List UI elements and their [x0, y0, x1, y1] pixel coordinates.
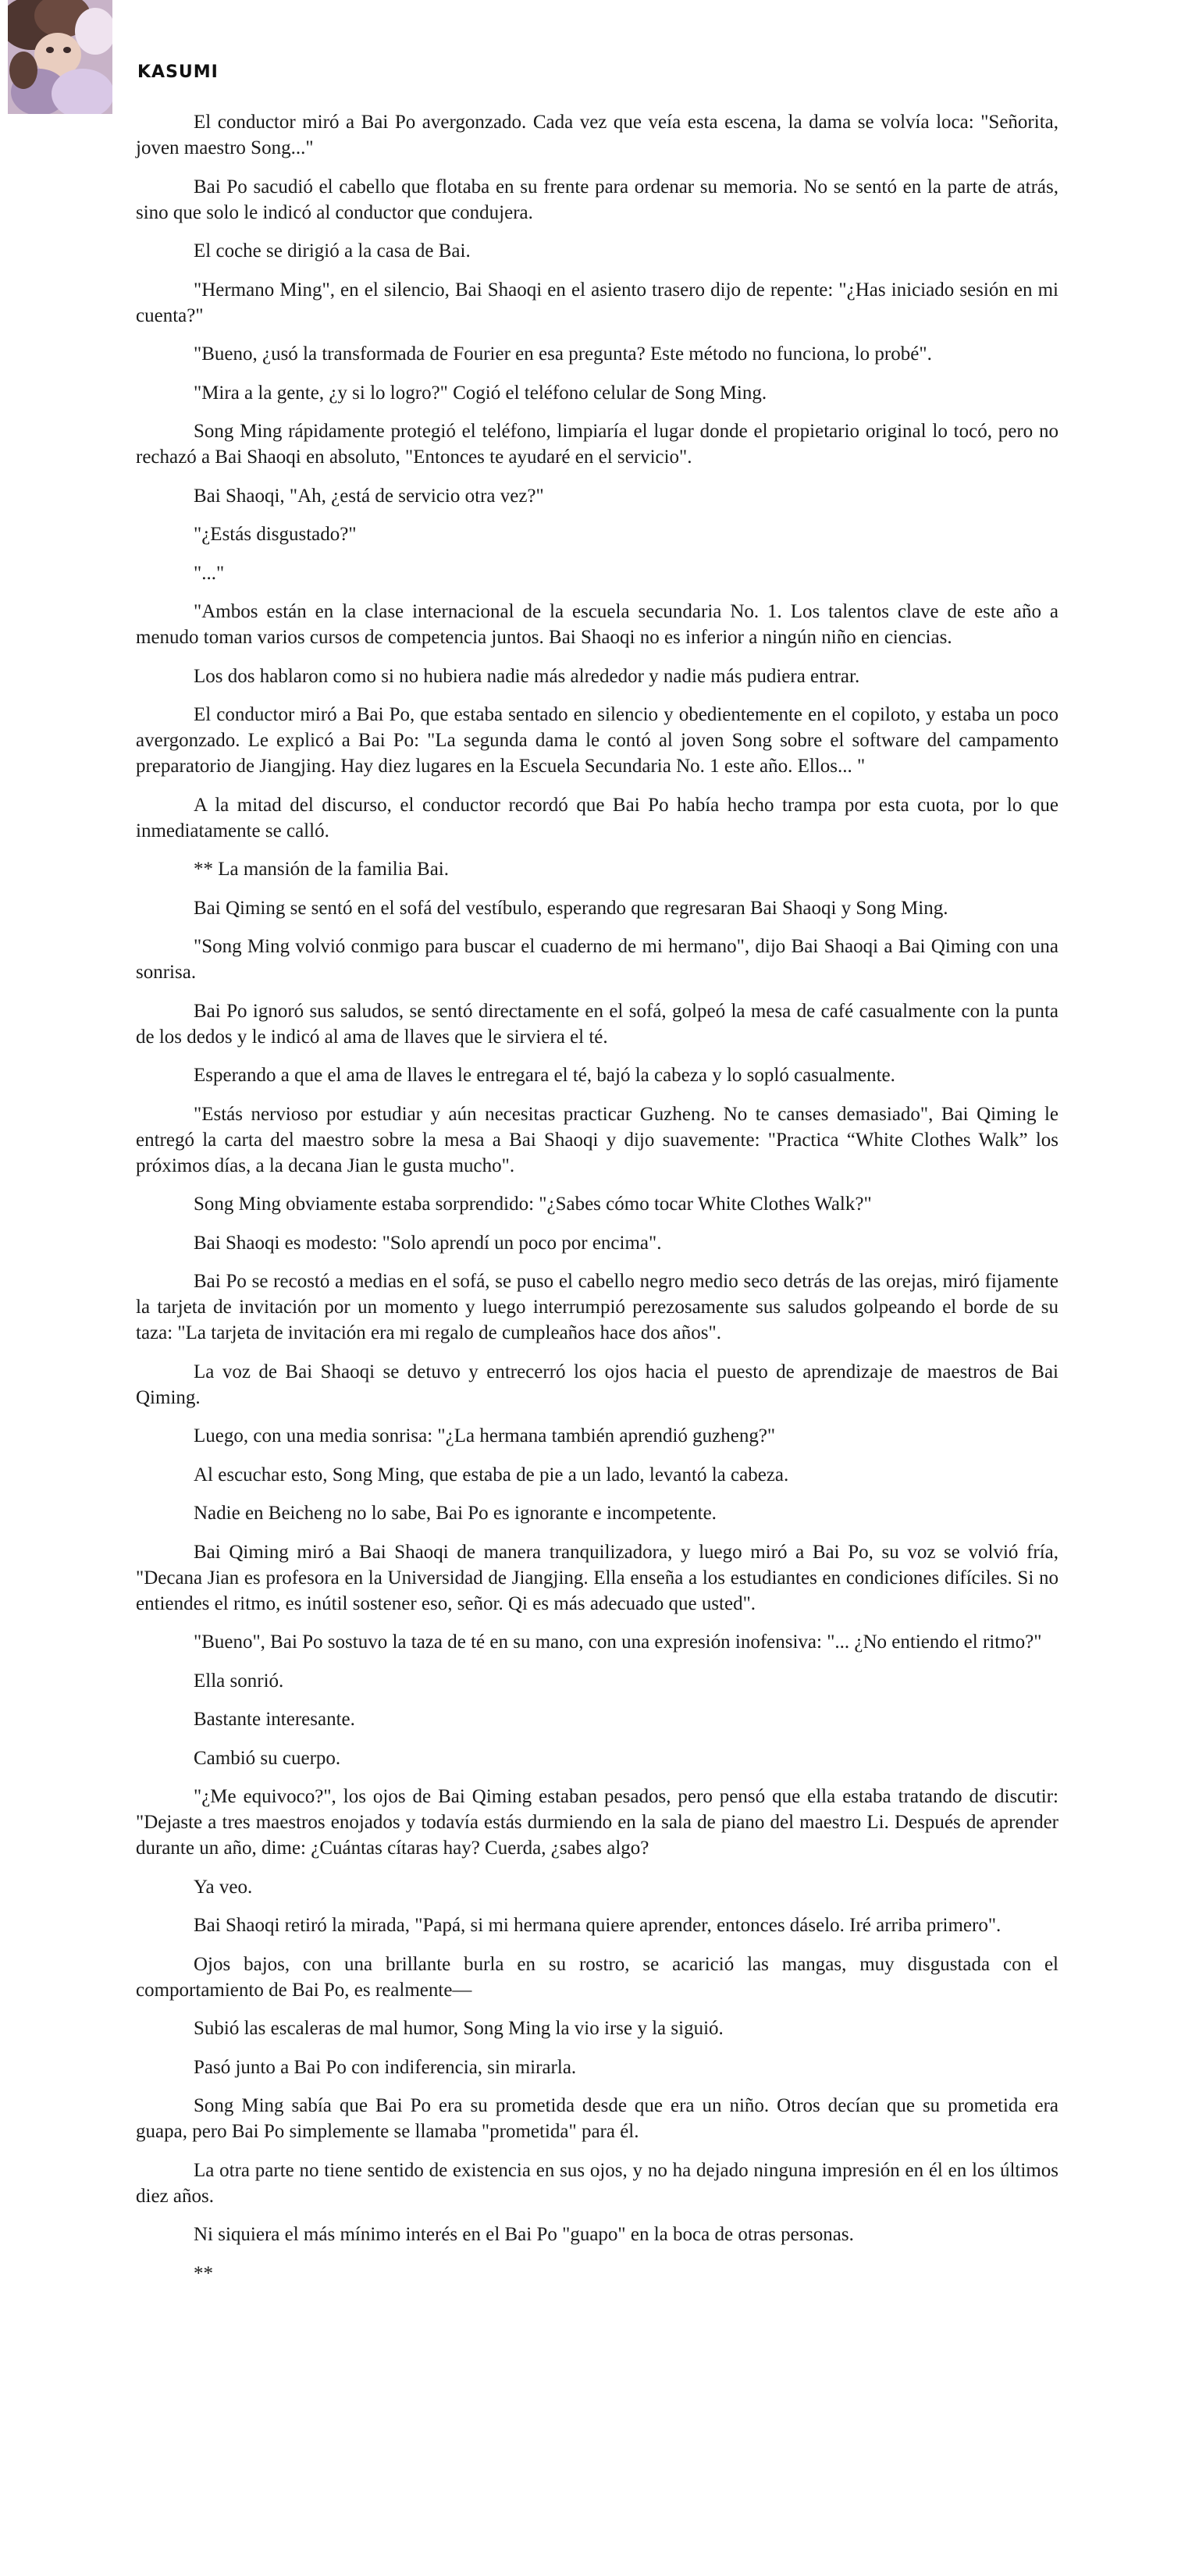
paragraph: "Song Ming volvió conmigo para buscar el cuaderno de mi hermano", dijo Bai Shaoqi a Bai Qiming con una sonrisa.: [136, 936, 1058, 983]
paragraph: Ni siquiera el más mínimo interés en el Bai Po "guapo" en la boca de otras personas.: [194, 2224, 854, 2245]
paragraph: "Bueno, ¿usó la transformada de Fourier en esa pregunta? Este método no funciona, lo probé".: [194, 343, 932, 365]
paragraph: El conductor miró a Bai Po, que estaba sentado en silencio y obedientemente en el copiloto, y estaba un poco avergonzado. Le explicó a Bai Po: "La segunda dama le contó al joven Song sobre el software del campamento preparatorio de Jiangjing. Hay diez lugares en la Escuela Secundaria No. 1 este año. Ellos... ": [136, 704, 1058, 777]
paragraph: Nadie en Beicheng no lo sabe, Bai Po es ignorante e incompetente.: [194, 1503, 717, 1524]
paragraph: Song Ming obviamente estaba sorprendido: "¿Sabes cómo tocar White Clothes Walk?": [194, 1194, 872, 1215]
paragraph: Luego, con una media sonrisa: "¿La hermana también aprendió guzheng?": [194, 1425, 776, 1446]
chapter-text: [136, 109, 1058, 2299]
paragraph: Bai Shaoqi es modesto: "Solo aprendí un poco por encima".: [194, 1232, 662, 1254]
paragraph: Song Ming rápidamente protegió el teléfono, limpiaría el lugar donde el propietario original lo tocó, pero no rechazó a Bai Shaoqi en absoluto, "Entonces te ayudaré en el servicio".: [136, 421, 1058, 468]
paragraph: "¿Me equivoco?", los ojos de Bai Qiming estaban pesados, pero pensó que ella estaba tratando de discutir: "Dejaste a tres maestros enojados y todavía estás durmiendo en la sala de piano del maestro Li. Después de aprender durante un año, dime: ¿Cuántas cítaras hay? Cuerda, ¿sabes algo?: [136, 1786, 1058, 1859]
paragraph: El coche se dirigió a la casa de Bai.: [194, 240, 471, 262]
paragraph: "¿Estás disgustado?": [194, 524, 357, 545]
paragraph: La otra parte no tiene sentido de existencia en sus ojos, y no ha dejado ninguna impresión en él en los últimos diez años.: [136, 2159, 1058, 2207]
paragraph: Los dos hablaron como si no hubiera nadie más alrededor y nadie más pudiera entrar.: [194, 665, 860, 687]
paragraph: "Hermano Ming", en el silencio, Bai Shaoqi en el asiento trasero dijo de repente: "¿Has iniciado sesión en mi cuenta?": [136, 279, 1058, 326]
paragraph: Bai Po ignoró sus saludos, se sentó directamente en el sofá, golpeó la mesa de café casualmente con la punta de los dedos y le indicó al ama de llaves que le sirviera el té.: [136, 1000, 1058, 1048]
paragraph: Subió las escaleras de mal humor, Song Ming la vio irse y la siguió.: [194, 2018, 724, 2039]
paragraph: Cambió su cuerpo.: [194, 1747, 341, 1769]
paragraph: ** La mansión de la familia Bai.: [194, 859, 449, 880]
paragraph: Bai Qiming se sentó en el sofá del vestíbulo, esperando que regresaran Bai Shaoqi y Song Ming.: [194, 897, 948, 919]
paragraph: Song Ming sabía que Bai Po era su prometida desde que era un niño. Otros decían que su prometida era guapa, pero Bai Po simplemente se llamaba "prometida" para él.: [136, 2095, 1058, 2142]
paragraph: Bai Po sacudió el cabello que flotaba en su frente para ordenar su memoria. No se sentó en la parte de atrás, sino que solo le indicó al conductor que condujera.: [136, 176, 1058, 223]
paragraph: "Ambos están en la clase internacional de la escuela secundaria No. 1. Los talentos clave de este año a menudo toman varios cursos de competencia juntos. Bai Shaoqi no es inferior a ningún niño en ciencias.: [136, 601, 1058, 648]
paragraph: Ojos bajos, con una brillante burla en su rostro, se acarició las mangas, muy disgustada con el comportamiento de Bai Po, es realmente—: [136, 1953, 1058, 2001]
paragraph: La voz de Bai Shaoqi se detuvo y entrecerró los ojos hacia el puesto de aprendizaje de maestros de Bai Qiming.: [136, 1361, 1058, 1408]
paragraph: Bai Qiming miró a Bai Shaoqi de manera tranquilizadora, y luego miró a Bai Po, su voz se volvió fría, "Decana Jian es profesora en la Universidad de Jiangjing. Ella enseña a los estudiantes en condiciones difíciles. Si no entiendes el ritmo, es inútil sostener eso, señor. Qi es más adecuado que usted".: [136, 1541, 1058, 1614]
paragraph: Esperando a que el ama de llaves le entregara el té, bajó la cabeza y lo sopló casualmente.: [194, 1065, 895, 1086]
avatar-icon: [8, 0, 112, 114]
paragraph: Ya veo.: [194, 1876, 253, 1898]
paragraph: "Estás nervioso por estudiar y aún necesitas practicar Guzheng. No te canses demasiado", Bai Qiming le entregó la carta del maestro sobre la mesa a Bai Shaoqi y dijo suavemente: "Practica “White Clothes Walk” los próximos días, a la decana Jian le gusta mucho".: [136, 1103, 1058, 1176]
paragraph: "Mira a la gente, ¿y si lo logro?" Cogió el teléfono celular de Song Ming.: [194, 382, 767, 404]
paragraph: Bai Shaoqi, "Ah, ¿está de servicio otra vez?": [194, 485, 544, 507]
paragraph: Al escuchar esto, Song Ming, que estaba de pie a un lado, levantó la cabeza.: [194, 1464, 789, 1485]
paragraph: El conductor miró a Bai Po avergonzado. Cada vez que veía esta escena, la dama se volvía loca: "Señorita, joven maestro Song...": [136, 112, 1058, 158]
paragraph: Pasó junto a Bai Po con indiferencia, sin mirarla.: [194, 2056, 577, 2078]
paragraph: Bai Shaoqi retiró la mirada, "Papá, si mi hermana quiere aprender, entonces dáselo. Iré arriba primero".: [194, 1915, 1002, 1936]
brand-logo: KASUMI: [137, 62, 219, 82]
paragraph: A la mitad del discurso, el conductor recordó que Bai Po había hecho trampa por esta cuota, por lo que inmediatamente se calló.: [136, 794, 1058, 841]
paragraph: Ella sonrió.: [194, 1670, 284, 1692]
paragraph: Bastante interesante.: [194, 1709, 355, 1730]
paragraph: **: [194, 2262, 213, 2284]
avatar-art: [8, 0, 112, 114]
paragraph: "...": [194, 562, 225, 584]
paragraph: Bai Po se recostó a medias en el sofá, se puso el cabello negro medio seco detrás de las orejas, miró fijamente la tarjeta de invitación por un momento y luego interrumpió perezosamente sus saludos golpeando el borde de su taza: "La tarjeta de invitación era mi regalo de cumpleaños hace dos años".: [136, 1271, 1058, 1343]
paragraph: "Bueno", Bai Po sostuvo la taza de té en su mano, con una expresión inofensiva: "... ¿No entiendo el ritmo?": [194, 1631, 1042, 1653]
